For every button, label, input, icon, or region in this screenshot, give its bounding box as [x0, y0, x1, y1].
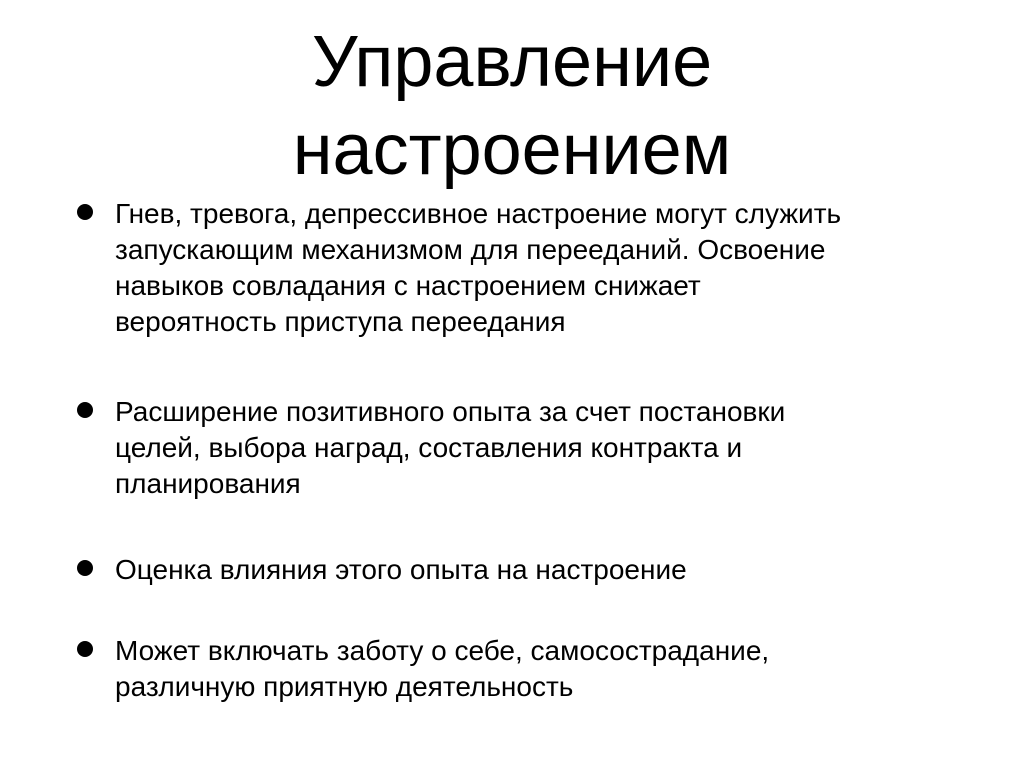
bullet-item-1-line-4: вероятность приступа переедания — [115, 306, 566, 337]
bullet-item-3 — [115, 552, 975, 588]
bullet-dot-icon — [77, 402, 93, 418]
slide-title — [0, 18, 1024, 194]
bullet-dot-icon — [77, 641, 93, 657]
bullet-item-4-line-1: Может включать заботу о себе, самосострадание, — [115, 635, 770, 666]
bullet-item-2-line-1: Расширение позитивного опыта за счет постановки — [115, 396, 786, 427]
slide-title-line-2: настроением — [292, 110, 732, 190]
bullet-dot-icon — [77, 560, 93, 576]
bullet-item-4 — [115, 633, 975, 705]
bullet-item-2-line-3: планирования — [115, 468, 301, 499]
bullet-item-1-line-3: навыков совладания с настроением снижает — [115, 270, 701, 301]
bullet-item-1 — [115, 196, 975, 340]
bullet-item-2 — [115, 394, 975, 502]
slide-title-line-1: Управление — [311, 22, 713, 102]
bullet-item-1-line-1: Гнев, тревога, депрессивное настроение могут служить — [115, 198, 842, 229]
bullet-item-2-line-2: целей, выбора наград, составления контракта и — [115, 432, 743, 463]
bullet-item-4-line-2: различную приятную деятельность — [115, 671, 574, 702]
bullet-item-1-line-2: запускающим механизмом для перееданий. Освоение — [115, 234, 826, 265]
bullet-item-3-line-1: Оценка влияния этого опыта на настроение — [115, 554, 687, 585]
bullet-dot-icon — [77, 204, 93, 220]
